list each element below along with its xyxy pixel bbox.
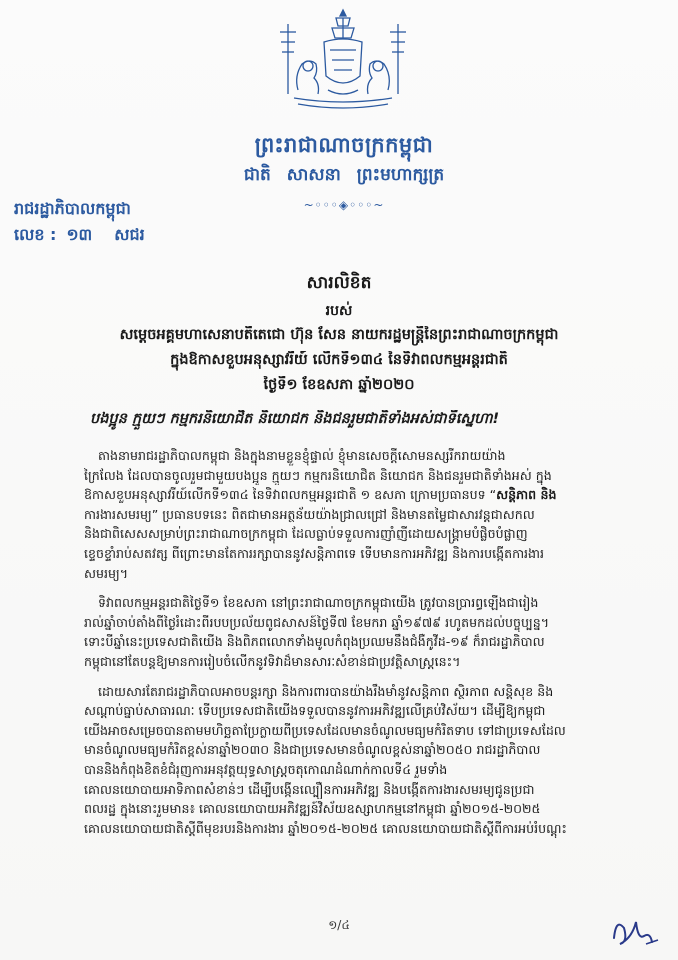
body-line: មានចំណូលមធ្យមកំរិតខ្ពស់នាឆ្នាំ២០៣០ និងជាប្រទេសមានចំណូលខ្ពស់នាឆ្នាំ២០៥០ រាជរដ្ឋាភិបាល [84,742,541,758]
letter-body [84,446,644,848]
reference-suffix: សជរ [114,225,145,244]
reference-number [14,224,145,248]
body-line: បាននិងកំពុងខិតខំជំរុញការអនុវត្តយុទ្ធសាស្ត្រចតុកោណដំណាក់កាលទី៤ រួមទាំង [84,761,448,777]
body-line-text: ឱកាសខួបអនុស្សាវរីយ៍លើកទី១៣៤ នៃទិវាពលកម្មអន្តរជាតិ ១ ឧសភា ក្រោមប្រធានបទ “ [84,487,497,503]
letter-of: របស់ [325,303,353,319]
body-line: ការងារសមរម្យ” ប្រធានបទនេះ ពិតជាមានអត្ថន័យយ៉ាងជ្រាលជ្រៅ និងមានតម្លៃជាសារវន្តជាសកល [84,506,535,522]
body-line: គោលនយោបាយជាតិស្តីពីមុខរបរនិងការងារ ឆ្នាំ២០១៥-២០២៥ គោលនយោបាយជាតិស្តីពីការអប់រំបណ្តុះ [84,820,567,836]
salutation: បងប្អូន ក្មួយៗ កម្មករនិយោជិត និយោជក និងជនរួមជាតិទាំងអស់ជាទីស្នេហា! [90,411,500,427]
reference-label: លេខ : [14,225,57,244]
body-line [84,485,644,505]
kingdom-name: ព្រះរាជាណាចក្រកម្ពុជា [254,133,434,157]
page-number: ១/៤ [328,918,350,932]
title-line-2: ក្នុងឱកាសខួបអនុស្សាវរីយ៍ លើកទី១៣៤ នៃទិវាពលកម្មអន្តរជាតិ [170,352,508,368]
header-ornament: ~◦◦◦◈◦◦◦~ [303,198,385,212]
royal-coat-of-arms-emblem [268,6,418,112]
body-line: ខ្ទេចខ្ទាំរាប់សតវត្ស ពីព្រោះមានតែការរក្សាបាននូវសន្តិភាពទេ ទើបមានការអភិវឌ្ឍ និងការបង្កើតការងារ [84,545,545,561]
body-line: ទោះបីឆ្នាំនេះប្រទេសជាតិយើង និងពិភពលោកទាំងមូលកំពុងប្រឈមនឹងជំងឺកូវីដ-១៩ ក៏រាជរដ្ឋាភិបាល [84,634,545,650]
body-line: ក្រៃលែង ដែលបានចូលរួមជាមួយបងប្អូន ក្មួយៗ កម្មករនិយោជិត និយោជក និងជនរួមជាតិទាំងអស់ ក្នុង [84,467,552,483]
body-line: រាល់ឆ្នាំចាប់តាំងពីថ្ងៃរំដោះពីរបបប្រល័យពូជសាសន៍ថ្ងៃទី៧ ខែមករា ឆ្នាំ១៩៧៩ រហូតមកដល់បច្ចុប្បន្ន។ [84,614,550,630]
title-line-1: សម្តេចអគ្គមហាសេនាបតីតេជោ ហ៊ុន សែន នាយករដ្ឋមន្ត្រីនៃព្រះរាជាណាចក្រកម្ពុជា [119,327,559,343]
title-line-3: ថ្ងៃទី១ ខែឧសភា ឆ្នាំ២០២០ [263,377,415,393]
body-line: គោលនយោបាយអាទិភាពសំខាន់ៗ ដើម្បីបង្កើនល្បឿនការអភិវឌ្ឍ និងបង្កើតការងារសមរម្យជូនប្រជា [84,781,535,797]
paragraph-2 [84,593,644,671]
motto-religion: សាសនា [286,165,341,185]
paragraph-3 [84,682,644,839]
body-line: យើងអាចសម្រេចបានតាមមហិច្ឆតាប្រែក្លាយពីប្រទេសដែលមានចំណូលមធ្យមកំរិតទាប ទៅជាប្រទេសដែល [84,722,566,738]
national-motto [200,164,488,189]
motto-nation: ជាតិ [243,165,271,185]
paragraph-1 [84,446,644,583]
body-line: និងជាពិសេសសម្រាប់ព្រះរាជាណាចក្រកម្ពុជា ដែលធ្លាប់ទទួលការញាំញីដោយសង្គ្រាមបំផ្លិចបំផ្លាញ [84,526,528,542]
body-line: ទិវាពលកម្មអន្តរជាតិថ្ងៃទី១ ខែឧសភា នៅព្រះរាជាណាចក្រកម្ពុជាយើង ត្រូវបានប្រារព្ធឡើងជារៀង [98,595,539,611]
body-line: ដោយសារតែរាជរដ្ឋាភិបាលអាចបន្តរក្សា និងការពារបានយ៉ាងរឹងមាំនូវសន្តិភាព ស្ថិរភាព សន្តិសុខ និង [98,683,554,699]
body-line: តាងនាមរាជរដ្ឋាភិបាលកម្ពុជា និងក្នុងនាមខ្លួនខ្ញុំផ្ទាល់ ខ្ញុំមានសេចក្តីសោមនស្សរីករាយយ៉ាង [98,448,506,463]
letter-title-block [40,272,638,401]
body-line: សណ្តាប់ធ្នាប់សាធារណៈ ទើបប្រទេសជាតិយើងទទួលបាននូវការអភិវឌ្ឍលើគ្រប់វិស័យ។ ដើម្បីឱ្យកម្ពុជា [84,703,546,719]
body-line: សមរម្យ។ [84,565,129,581]
motto-king: ព្រះមហាក្សត្រ [356,165,445,185]
theme-bold-text: សន្តិភាព និង [496,487,557,503]
body-line: ពលរដ្ឋ ក្នុងនោះរួមមាន៖ គោលនយោបាយអភិវឌ្ឍន៍វិស័យឧស្សាហកម្មនៅកម្ពុជា ឆ្នាំ២០១៥-២០២៥ [84,801,541,817]
government-name: រាជរដ្ឋាភិបាលកម្ពុជា [14,199,131,218]
initials-signature-icon [606,908,662,952]
reference-value: ១៣ [66,225,93,244]
letter-heading: សារលិខិត [306,273,372,293]
body-line: កម្ពុជានៅតែបន្តឱ្យមានការរៀបចំលើកនូវទិវាដ៏មានសារៈសំខាន់ជាប្រវត្តិសាស្ត្រនេះ។ [84,653,461,669]
